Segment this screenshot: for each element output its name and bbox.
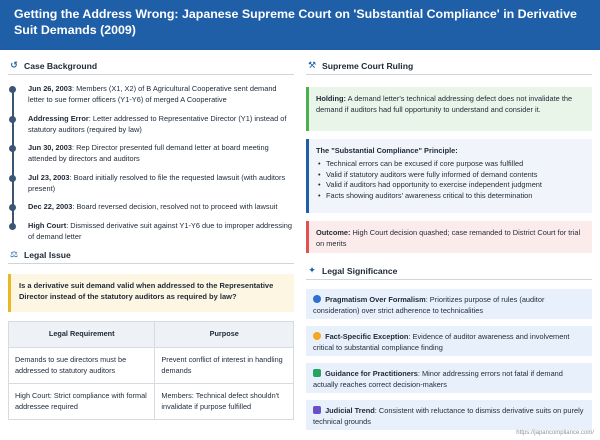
case-background-heading: [8, 60, 294, 75]
significance-text: : Prioritizes purpose of rules (auditor consideration) over strict adherence to technicalities: [313, 295, 545, 315]
timeline-date: High Court: [28, 220, 67, 230]
principle-card: [306, 139, 592, 213]
outcome-card: [306, 221, 592, 253]
case-timeline: [8, 83, 294, 242]
page-header: [0, 0, 600, 50]
timeline-date: Jun 30, 2003: [28, 143, 72, 152]
ruling-title: Supreme Court Ruling: [322, 60, 414, 71]
timeline-date: Jun 26, 2003: [28, 84, 72, 93]
holding-label: Holding:: [316, 94, 346, 103]
table-header-row: [9, 322, 294, 348]
outcome-label: Outcome:: [316, 228, 351, 237]
holding-card: [306, 87, 592, 131]
significance-text: : Consistent with reluctance to dismiss derivative suits on purely technical grounds: [313, 406, 584, 426]
significance-title: Legal Significance: [322, 265, 398, 276]
book-icon: [313, 369, 321, 377]
timeline-dot: [9, 175, 16, 182]
significance-heading: [306, 265, 592, 280]
lightbulb-icon: ✦: [308, 265, 316, 275]
timeline-text: : Letter addressed to Representative Director (Y1) instead of statutory auditors (required by law): [28, 113, 287, 134]
target-icon: [313, 332, 321, 340]
page-title: Getting the Address Wrong: Japanese Supreme Court on 'Substantial Compliance' in Derivative Suit Demands (2009): [14, 7, 577, 37]
table-header: Purpose: [155, 322, 294, 348]
scales-icon: ⚖: [9, 249, 19, 259]
significance-text: : Minor addressing errors not fatal if demand actually reaches correct decision-makers: [313, 369, 563, 389]
table-header: Legal Requirement: [9, 322, 155, 348]
timeline-dot: [9, 145, 16, 152]
timeline-item: [28, 172, 294, 194]
timeline-item: [28, 113, 294, 135]
list-item: • Valid if statutory auditors were fully informed of demand contents: [316, 170, 585, 181]
gavel-icon: ⚒: [307, 60, 317, 70]
timeline-dot: [9, 86, 16, 93]
significance-label: Judicial Trend: [325, 406, 375, 415]
principle-list: [316, 159, 585, 201]
significance-item: [306, 363, 592, 393]
significance-text: : Evidence of auditor awareness and involvement critical to substantial compliance finding: [313, 332, 570, 352]
significance-item: [306, 400, 592, 430]
timeline-text: : Dismissed derivative suit against Y1-Y6 due to improper addressing of demand letter: [28, 220, 292, 241]
list-item: • Valid if auditors had opportunity to exercise independent judgment: [316, 180, 585, 191]
right-column: [306, 60, 592, 430]
history-icon: ↺: [10, 60, 18, 70]
table-cell: Demands to sue directors must be addressed to statutory auditors: [9, 348, 155, 384]
outcome-text: High Court decision quashed; case remanded to District Court for trial on merits: [316, 228, 581, 248]
table-cell: Members: Technical defect shouldn't invalidate if purpose fulfilled: [155, 384, 294, 420]
timeline-item: [28, 83, 294, 105]
legal-issue-heading: [8, 249, 294, 264]
left-column: [8, 60, 294, 420]
requirements-table: [8, 321, 294, 420]
footer-url[interactable]: https://japancompliance.com/: [516, 430, 594, 436]
timeline-text: : Board initially resolved to file the requested lawsuit (with auditors present): [28, 172, 286, 193]
holding-text: A demand letter's technical addressing defect does not invalidate the demand if auditors had full opportunity to understand and consider it.: [316, 94, 573, 114]
legal-issue-title: Legal Issue: [24, 249, 71, 260]
timeline-text: : Board reversed decision, resolved not to proceed with lawsuit: [72, 202, 278, 211]
significance-label: Pragmatism Over Formalism: [325, 295, 426, 304]
list-item: • Technical errors can be excused if core purpose was fulfilled: [316, 159, 585, 170]
timeline-item: [28, 142, 294, 164]
timeline-dot: [9, 223, 16, 230]
significance-label: Guidance for Practitioners: [325, 369, 418, 378]
table-cell: High Court: Strict compliance with formal addressee required: [9, 384, 155, 420]
timeline-text: : Rep Director presented full demand letter at board meeting attended by directors and auditors: [28, 143, 269, 163]
timeline-dot: [9, 116, 16, 123]
timeline-text: : Members (X1, X2) of B Agricultural Cooperative sent demand letter to sue former officers (Y1-Y6) of merged A Cooperative: [28, 84, 277, 104]
table-row: [9, 348, 294, 384]
timeline-date: Jul 23, 2003: [28, 172, 70, 182]
timeline-date: Addressing Error: [28, 113, 89, 123]
check-circle-icon: [313, 295, 321, 303]
timeline-dot: [9, 204, 16, 211]
timeline-item: [28, 220, 294, 242]
principle-title: The "Substantial Compliance" Principle:: [316, 146, 458, 155]
significance-label: Fact-Specific Exception: [325, 332, 409, 341]
case-background-title: Case Background: [24, 60, 98, 71]
list-item: • Facts showing auditors' awareness critical to this determination: [316, 191, 585, 202]
ruling-heading: [306, 60, 592, 75]
legal-issue-question: Is a derivative suit demand valid when addressed to the Representative Director instead of the statutory auditors as required by law?: [8, 274, 294, 312]
scales-icon: [313, 406, 321, 414]
table-row: [9, 384, 294, 420]
table-cell: Prevent conflict of interest in handling demands: [155, 348, 294, 384]
timeline-date: Dec 22, 2003: [28, 202, 73, 211]
significance-item: [306, 326, 592, 356]
timeline-item: [28, 201, 294, 212]
significance-item: [306, 289, 592, 319]
